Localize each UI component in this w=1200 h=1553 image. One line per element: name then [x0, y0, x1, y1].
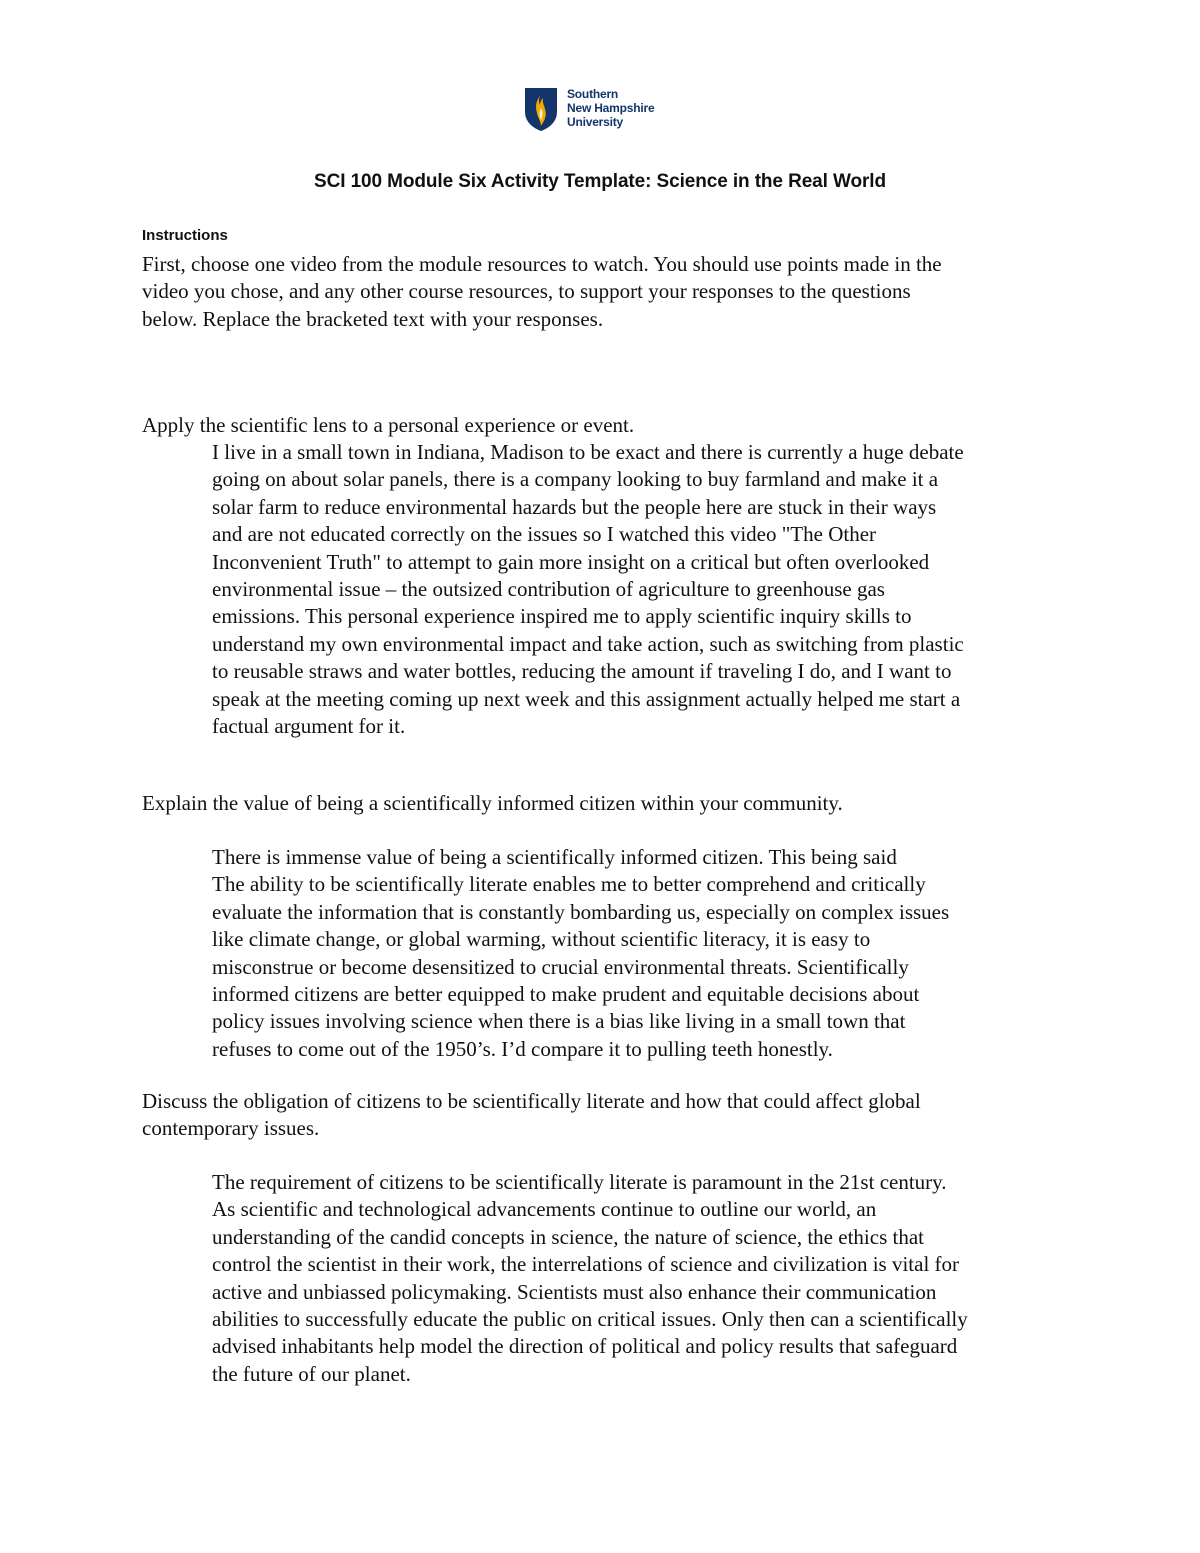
text-line: evaluate the information that is constantly bombarding us, especially on complex issues — [212, 899, 950, 924]
university-logo — [523, 86, 683, 132]
question-3-answer — [212, 1169, 1077, 1388]
text-line: Apply the scientific lens to a personal experience or event. — [142, 413, 635, 437]
text-line: and are not educated correctly on the issues so I watched this video "The Other — [212, 522, 877, 547]
text-line: environmental issue – the outsized contribution of agriculture to greenhouse gas — [212, 577, 885, 602]
question-1-prompt — [142, 412, 1072, 439]
text-line: refuses to come out of the 1950’s. I’d compare it to pulling teeth honestly. — [212, 1036, 833, 1061]
text-line: misconstrue or become desensitized to crucial environmental threats. Scientifically — [212, 954, 909, 979]
text-line: First, choose one video from the module resources to watch. You should use points made in the — [142, 252, 942, 276]
text-line: below. Replace the bracketed text with your responses. — [142, 306, 604, 331]
document-title: SCI 100 Module Six Activity Template: Science in the Real World — [314, 171, 886, 192]
text-line: I live in a small town in Indiana, Madison to be exact and there is currently a huge debate — [212, 440, 964, 464]
text-line: policy issues involving science when there is a bias like living in a small town that — [212, 1009, 906, 1034]
instructions-text — [142, 251, 1072, 333]
text-line: There is immense value of being a scientifically informed citizen. This being said — [212, 845, 897, 869]
logo-wordmark — [567, 87, 654, 129]
logo-line-2: New Hampshire — [567, 101, 655, 115]
text-line: abilities to successfully educate the public on critical issues. Only then can a scientifically — [212, 1307, 968, 1332]
question-1-answer — [212, 439, 1077, 740]
question-3-prompt — [142, 1088, 1042, 1143]
text-line: understanding of the candid concepts in science, the nature of science, the ethics that — [212, 1224, 924, 1249]
text-line: Discuss the obligation of citizens to be scientifically literate and how that could affect global — [142, 1089, 921, 1113]
question-2-prompt — [142, 790, 1072, 817]
text-line: like climate change, or global warming, without scientific literacy, it is easy to — [212, 927, 871, 952]
text-line: factual argument for it. — [212, 714, 406, 739]
shield-flame-icon — [523, 86, 559, 132]
text-line: the future of our planet. — [212, 1361, 411, 1386]
text-line: Explain the value of being a scientifically informed citizen within your community. — [142, 791, 843, 815]
question-2-answer — [212, 844, 1077, 1063]
text-line: As scientific and technological advancements continue to outline our world, an — [212, 1197, 877, 1222]
text-line: control the scientist in their work, the interrelations of science and civilization is vital for — [212, 1252, 960, 1277]
text-line: advised inhabitants help model the direction of political and policy results that safeguard — [212, 1334, 958, 1359]
logo-line-1: Southern — [567, 87, 619, 101]
text-line: video you chose, and any other course resources, to support your responses to the questions — [142, 279, 911, 304]
text-line: speak at the meeting coming up next week and this assignment actually helped me start a — [212, 686, 961, 711]
text-line: solar farm to reduce environmental hazards but the people here are stuck in their ways — [212, 494, 937, 519]
text-line: emissions. This personal experience inspired me to apply scientific inquiry skills to — [212, 604, 912, 629]
text-line: informed citizens are better equipped to make prudent and equitable decisions about — [212, 982, 920, 1007]
text-line: understand my own environmental impact and take action, such as switching from plastic — [212, 631, 964, 656]
text-line: The ability to be scientifically literate enables me to better comprehend and critically — [212, 872, 926, 897]
text-line: going on about solar panels, there is a company looking to buy farmland and make it a — [212, 467, 939, 492]
text-line: to reusable straws and water bottles, reducing the amount if traveling I do, and I want to — [212, 659, 952, 684]
instructions-heading: Instructions — [142, 227, 228, 244]
text-line: Inconvenient Truth" to attempt to gain more insight on a critical but often overlooked — [212, 549, 930, 574]
text-line: active and unbiassed policymaking. Scientists must also enhance their communication — [212, 1279, 937, 1304]
text-line: The requirement of citizens to be scientifically literate is paramount in the 21st century. — [212, 1170, 947, 1194]
logo-line-3: University — [567, 115, 624, 129]
text-line: contemporary issues. — [142, 1116, 320, 1141]
